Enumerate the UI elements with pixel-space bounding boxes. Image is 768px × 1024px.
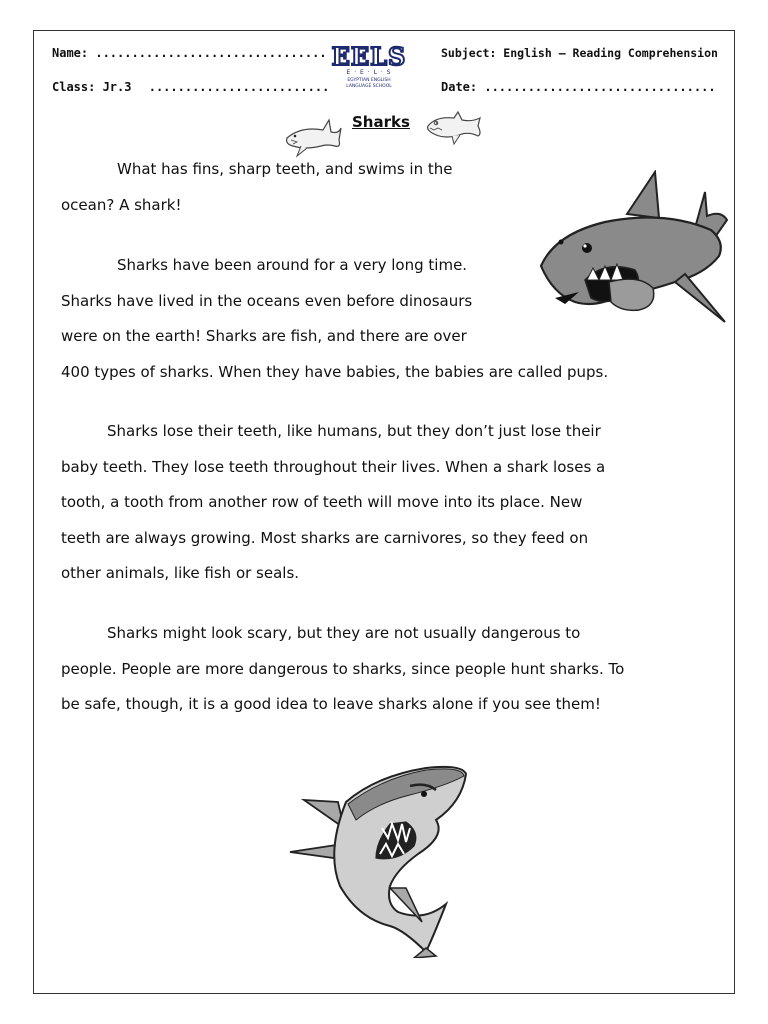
paragraph-line: be safe, though, it is a good idea to leave sharks alone if you see them! (61, 695, 601, 713)
paragraph-line: other animals, like fish or seals. (61, 564, 300, 582)
name-field (52, 46, 327, 60)
paragraph-line: ocean? A shark! (61, 195, 182, 214)
logo-letters: EELS (331, 44, 407, 71)
paragraph-4 (61, 616, 624, 723)
paragraph-line: teeth are always growing. Most sharks are carnivores, so they feed on (61, 528, 589, 547)
subject-field: Subject: English – Reading Comprehension (441, 46, 718, 60)
paragraph-line: 400 types of sharks. When they have babies, the babies are called pups. (61, 362, 609, 381)
paragraph-3 (61, 414, 605, 592)
name-label: Name: (52, 46, 89, 60)
paragraph-line: were on the earth! Sharks are fish, and there are over (61, 327, 467, 345)
paragraph-line: Sharks lose their teeth, like humans, but they don’t just lose their (107, 422, 601, 440)
paragraph-line: Sharks have been around for a very long time. (117, 256, 468, 274)
date-field (441, 80, 716, 94)
class-label: Class: Jr.3 (52, 80, 132, 94)
class-blank: ......................... (148, 80, 330, 94)
paragraph-1 (61, 152, 453, 223)
paragraph-2 (61, 248, 608, 390)
class-field (52, 80, 329, 94)
date-blank: ................................ (484, 80, 716, 94)
paragraph-line: Sharks might look scary, but they are not usually dangerous to (107, 624, 581, 642)
name-blank: ................................ (95, 46, 327, 60)
cartoon-shark-right-icon (535, 170, 735, 330)
paragraph-line: Sharks have lived in the oceans even before dinosaurs (61, 291, 473, 310)
date-label: Date: (441, 80, 478, 94)
paragraph-line: What has fins, sharp teeth, and swims in the (117, 160, 453, 178)
cartoon-shark-bottom-icon (286, 762, 470, 958)
school-logo (320, 44, 418, 88)
small-shark-right-icon (424, 110, 486, 146)
logo-line-1: EGYPTIAN ENGLISH (347, 78, 391, 83)
paragraph-line: tooth, a tooth from another row of teeth will move into its place. New (61, 493, 583, 511)
paragraph-line: people. People are more dangerous to sharks, since people hunt sharks. To (61, 659, 625, 678)
logo-line-2: LANGUAGE SCHOOL (346, 84, 392, 88)
logo-spaced-letters: E · E · L · S (346, 69, 392, 76)
page-title: Sharks (352, 113, 410, 131)
paragraph-line: baby teeth. They lose teeth throughout their lives. When a shark loses a (61, 457, 606, 476)
